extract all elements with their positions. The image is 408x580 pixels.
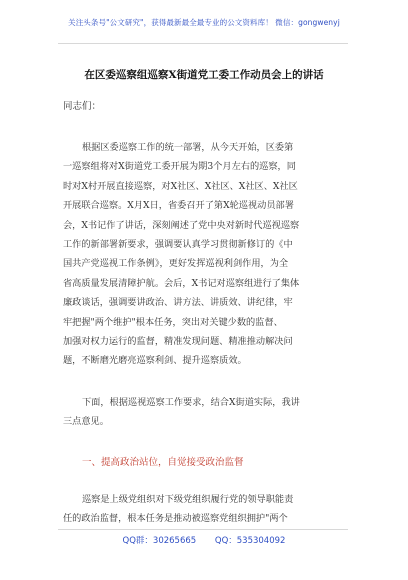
paragraph-3: [63, 490, 345, 529]
paragraph-line: 加强对权力运行的监督，精准发现问题、精准推动解决问: [63, 335, 293, 347]
paragraph-line: 时对X村开展直接巡察，对X社区、X社区、X社区、X社区: [63, 180, 298, 192]
paragraph-line: 廉政谈话，强调要讲政治、讲方法、讲质效、讲纪律，牢: [63, 297, 293, 309]
section-heading: 一、提高政治站位，自觉接受政治监督: [82, 457, 244, 468]
paragraph-line: 题，不断磨光磨亮巡察利剑、提升巡察质效。: [63, 355, 247, 367]
paragraph-line: 根据区委巡察工作的统一部署，从今天开始，区委第: [82, 142, 294, 153]
paragraph-line: 国共产党巡视工作条例》，更好发挥巡视利剑作用，为全: [63, 258, 289, 270]
footer-qq-group: QQ群：30265665: [122, 536, 197, 546]
footer-qq: QQ：535304092: [214, 536, 286, 546]
footer-contact: [0, 534, 408, 546]
paragraph-1: [63, 138, 345, 371]
paragraph-2: [63, 393, 345, 432]
paragraph-line: 一巡察组将对X街道党工委开展为期3个月左右的巡察，同: [63, 161, 296, 173]
paragraph-line: 牢把握"两个维护"根本任务，突出对关键少数的监督、: [63, 316, 283, 328]
paragraph-line: 会，X书记作了讲话，深刻阐述了党中央对新时代巡视巡察: [63, 219, 300, 231]
document-title: 在区委巡察组巡察X街道党工委工作动员会上的讲话: [84, 69, 324, 81]
header-note: 关注头条号"公文研究"，获得最新最全最专业的公文资料库！ 微信：gongwenyj: [68, 18, 340, 27]
paragraph-line: 巡察是上级党组织对下级党组织履行党的领导职能责: [82, 494, 294, 505]
footer-divider: [58, 529, 348, 530]
salutation: 同志们：: [63, 101, 102, 112]
paragraph-line: 工作的新部署新要求，强调要认真学习贯彻新修订的《中: [63, 238, 293, 250]
paragraph-line: 省高质量发展清障护航。会后，X书记对巡察组进行了集体: [63, 277, 300, 289]
paragraph-line: 任的政治监督，根本任务是推动被巡察党组织拥护"两个: [63, 513, 288, 525]
paragraph-line: 开展联合巡察。X月X日，省委召开了第X轮巡视动员部署: [63, 200, 294, 212]
paragraph-line: 三点意见。: [63, 416, 109, 428]
header-divider: [58, 43, 348, 44]
paragraph-line: 下面，根据巡视巡察工作要求，结合X街道实际，我讲: [82, 397, 300, 408]
